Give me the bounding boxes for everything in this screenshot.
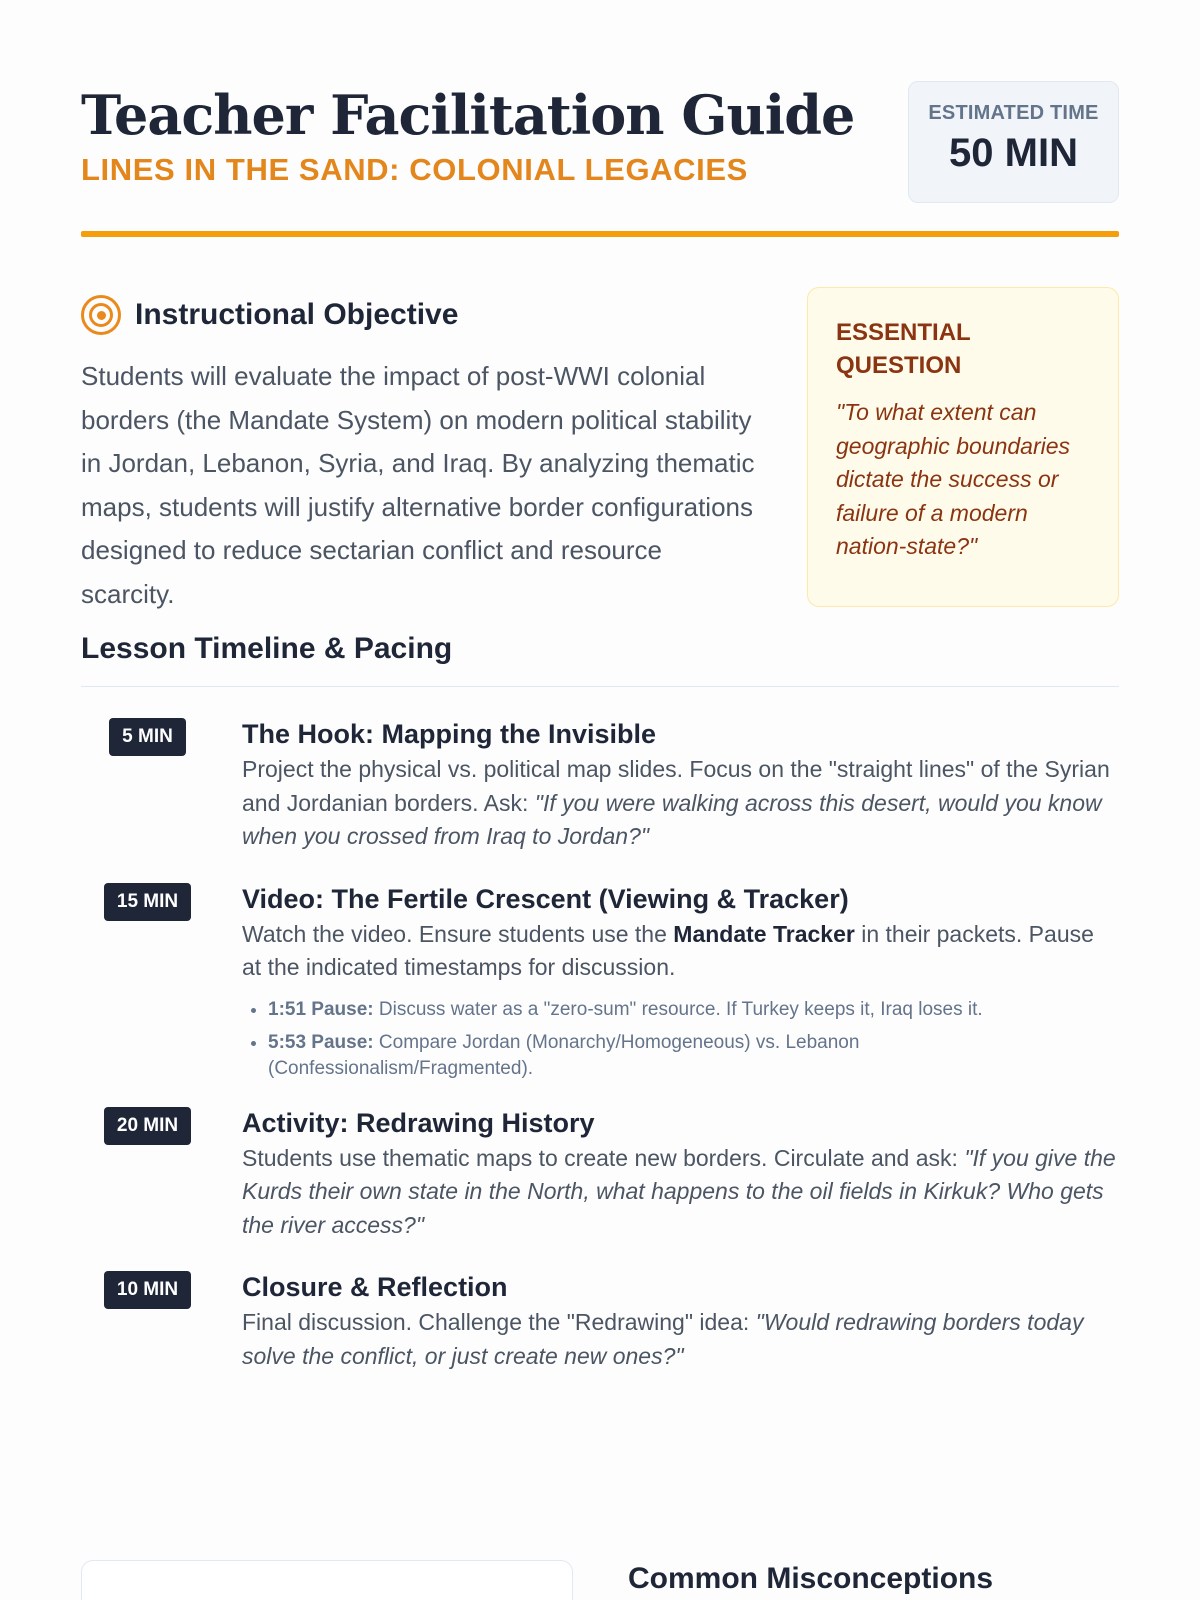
timeline-item-desc: Students use thematic maps to create new borders. Circulate and ask: "If you give the Kurds their own state in the North, what happens to the oil fields in Kirkuk? Who gets the river access?" — [242, 1144, 1116, 1238]
discussion-quote: "If you were walking across this desert, would you know when you crossed from Iraq to Jordan?" — [242, 789, 1102, 849]
objective-text: Students will evaluate the impact of post-WWI colonial borders (the Mandate System) on modern political stability in Jordan, Lebanon, Syria, and Iraq. By analyzing thematic maps, students will justify alternative border configurations designed to reduce sectarian conflict and resource scarcity. — [81, 361, 755, 609]
timeline-item-desc: Watch the video. Ensure students use the Mandate Tracker in their packets. Pause at the indicated timestamps for discussion. — [242, 920, 1094, 980]
page-title: Teacher Facilitation Guide — [81, 83, 855, 147]
timeline-item — [81, 717, 1119, 854]
list-item: • 5:53 Pause: Compare Jordan (Monarchy/Homogeneous) vs. Lebanon (Confessionalism/Fragmented). — [268, 1030, 1119, 1082]
misconceptions-title: Common Misconceptions — [628, 1562, 994, 1595]
estimated-time-value: 50 MIN — [949, 131, 1078, 175]
pause-list — [242, 997, 1119, 1082]
duration-badge: 5 MIN — [109, 718, 186, 756]
discussion-quote: "If you give the Kurds their own state in the North, what happens to the oil fields in Kirkuk? Who gets the river access?" — [242, 1144, 1116, 1238]
duration-badge: 20 MIN — [104, 1107, 191, 1145]
timeline-section — [81, 632, 1119, 1373]
objective-header — [81, 295, 761, 335]
essential-question-card — [807, 287, 1119, 607]
timeline-item-title: The Hook: Mapping the Invisible — [242, 719, 657, 749]
objective-section — [81, 240, 1119, 632]
estimated-time-box — [908, 81, 1119, 203]
timeline-item — [81, 1106, 1119, 1243]
list-item: • 1:51 Pause: Discuss water as a "zero-sum" resource. If Turkey keeps it, Iraq loses it. — [268, 997, 1119, 1023]
timeline-item-title: Video: The Fertile Crescent (Viewing & Tracker) — [242, 883, 849, 914]
duration-badge: 15 MIN — [104, 883, 191, 921]
essential-question-label: ESSENTIAL QUESTION — [836, 319, 971, 379]
timeline-item — [81, 882, 1119, 1082]
page-subtitle: LINES IN THE SAND: COLONIAL LEGACIES — [81, 152, 748, 187]
timeline-heading: Lesson Timeline & Pacing — [81, 632, 453, 665]
estimated-time-label: ESTIMATED TIME — [928, 102, 1099, 124]
timeline-item-title: Activity: Redrawing History — [242, 1107, 595, 1138]
header-divider — [81, 231, 1119, 237]
essential-question-text: "To what extent can geographic boundaries dictate the success or failure of a modern nation-state?" — [836, 399, 1071, 559]
discussion-quote: "Would redrawing borders today solve the conflict, or just create new ones?" — [242, 1309, 1084, 1369]
header — [81, 0, 1119, 240]
timeline-item-desc: Final discussion. Challenge the "Redrawing" idea: "Would redrawing borders today solve the conflict, or just create new ones?" — [242, 1309, 1084, 1369]
mandate-tracker-emphasis: Mandate Tracker — [673, 920, 855, 947]
timeline-item-desc: Project the physical vs. political map slides. Focus on the "straight lines" of the Syrian and Jordanian borders. Ask: "If you were walking across this desert, would you know when you crossed from Iraq to Jordan?" — [242, 756, 1110, 849]
duration-badge: 10 MIN — [104, 1271, 191, 1309]
timeline-item-title: Closure & Reflection — [242, 1272, 508, 1302]
bottom-card — [81, 1560, 573, 1600]
timeline-divider — [81, 686, 1119, 687]
target-icon — [81, 295, 121, 335]
objective-block — [81, 295, 761, 616]
objective-title: Instructional Objective — [135, 298, 459, 331]
timeline-item — [81, 1270, 1119, 1373]
